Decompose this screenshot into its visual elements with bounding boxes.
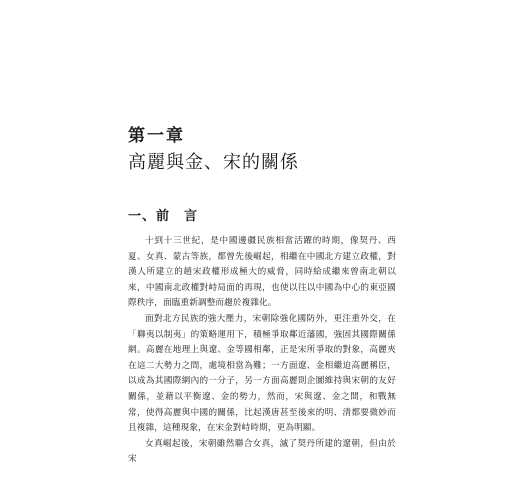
paragraph: 面對北方民族的強大壓力，宋朝除強化國防外，更注重外交，在「聯夷以制夷」的策略運用下，積極爭取鄰近藩國，強固其國際關係網。高麗在地理上與遼、金等國相鄰，正是宋所爭取的對象，高麗夾在這二大勢力之間，處境相當為難；一方面遼、金相繼迫高麗稱臣，以成為其國際網內的一分子，另一方面高麗則企圖維持與宋朝的友好關係，並藉以平衡遼、金的勢力，然而，宋與遼、金之間，和戰無常，使得高麗與中國的關係，比起漢唐甚至後來的明、清都要微妙而且複雜，這種現象，在宋金對峙時期，更為明顯。: [128, 313, 396, 434]
paragraph: 女真崛起後，宋朝雖然聯合女真，滅了契丹所建的遼朝，但由於宋: [128, 438, 396, 465]
paragraph: 十到十三世紀，是中國邊疆民族相當活躍的時期，像契丹、西夏、女真、蒙古等族，都曾先後崛起，相繼在中國北方建立政權，對漢人所建立的趙宋政權形成極大的威脅，同時給成繼來曾南北朝以來，中國南北政權對峙局面的再現，也使以往以中國為中心的東亞國際秩序，面臨重新調整而趨於複雜化。: [128, 236, 396, 309]
chapter-title: 高麗與金、宋的關係: [128, 152, 299, 173]
chapter-number: 第一章: [128, 126, 185, 146]
body-text: [128, 234, 396, 468]
section-heading: 一、前 言: [128, 209, 199, 224]
